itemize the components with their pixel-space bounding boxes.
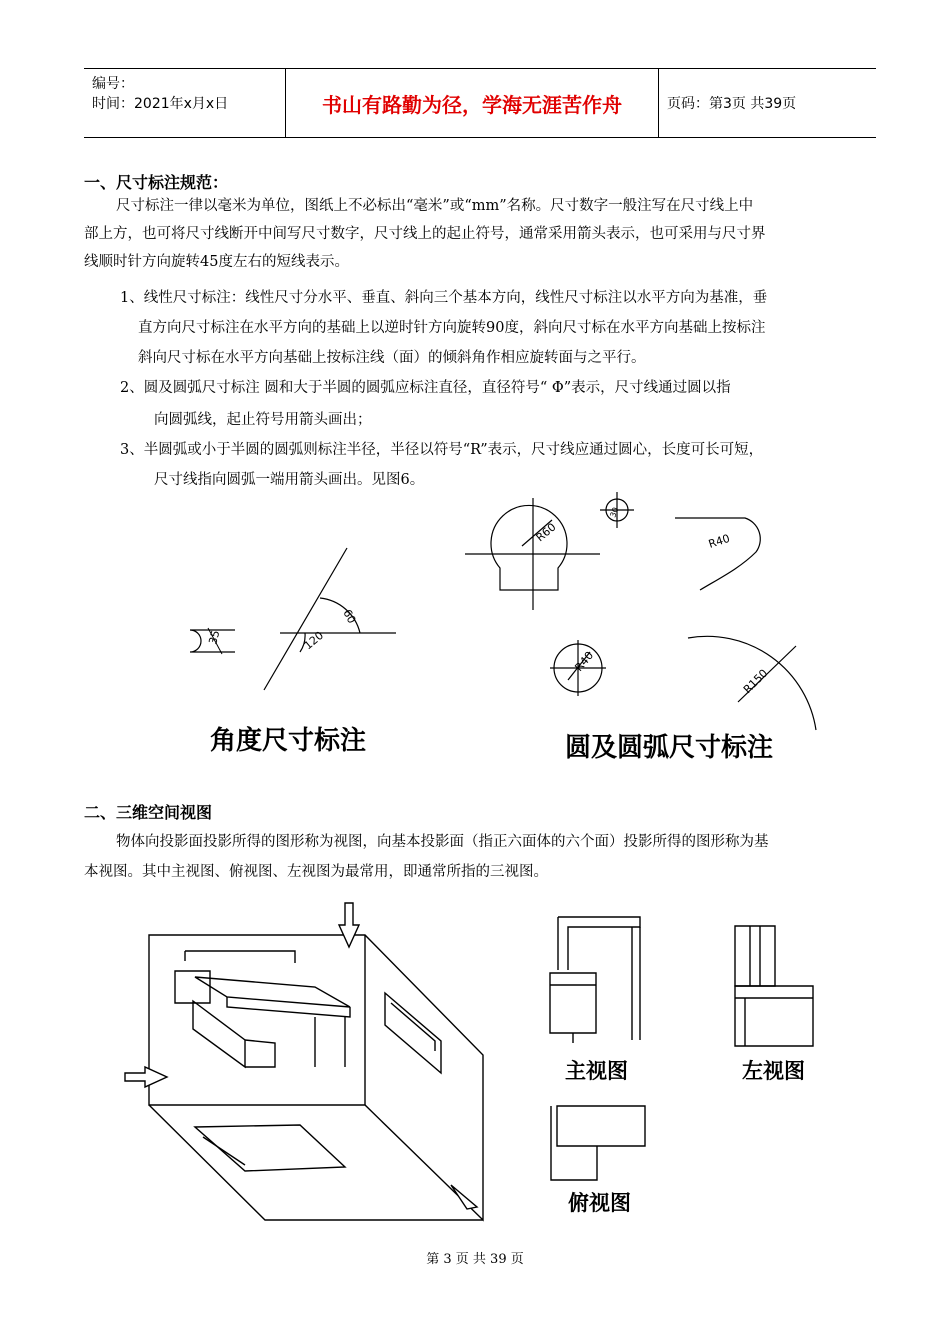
left-view-label: 左视图 bbox=[742, 1059, 805, 1083]
dim-small: 30 bbox=[608, 506, 621, 519]
top-view-drawing bbox=[545, 1100, 650, 1185]
top-view-label: 俯视图 bbox=[568, 1191, 631, 1215]
item2-line-2: 向圆弧线，起止符号用箭头画出； bbox=[154, 412, 372, 428]
header-motto: 书山有路勤为径，学海无涯苦作舟 bbox=[285, 69, 659, 137]
page-footer: 第 3 页 共 39 页 bbox=[426, 1252, 524, 1267]
item1-line-2: 直方向尺寸标注在水平方向的基础上以逆时针方向旋转90度，斜向尺寸标在水平方向基础上按标注 bbox=[138, 320, 766, 336]
section1-intro-2: 部上方，也可将尺寸线断开中间写尺寸数字，尺寸线上的起止符号，通常采用箭头表示，也可采用与尺寸界 bbox=[84, 226, 766, 242]
dim-r150: R150 bbox=[740, 666, 771, 697]
item3-line-2: 尺寸线指向圆弧一端用箭头画出。见图6。 bbox=[154, 472, 425, 488]
dim-r40-circle: R40 bbox=[572, 648, 597, 674]
left-view-drawing bbox=[725, 922, 825, 1052]
dim-r40-top: R40 bbox=[706, 531, 732, 551]
header-number: 编号： bbox=[92, 76, 134, 92]
item1-line-3: 斜向尺寸标在水平方向基础上按标注线（面）的倾斜角作相应旋转面与之平行。 bbox=[138, 350, 646, 366]
section2-title: 二、三维空间视图 bbox=[84, 803, 213, 822]
front-view-drawing bbox=[540, 915, 650, 1045]
angle-caption: 角度尺寸标注 bbox=[210, 726, 367, 756]
item3-line-1: 3、半圆弧或小于半圆的圆弧则标注半径，半径以符号“R”表示，尺寸线应通过圆心，长度可长可短， bbox=[120, 442, 764, 458]
section2-intro-2: 本视图。其中主视图、俯视图、左视图为最常用，即通常所指的三视图。 bbox=[84, 864, 548, 880]
section1-intro-3: 线顺时针方向旋转45度左右的短线表示。 bbox=[84, 254, 349, 270]
dim-120: 120 bbox=[301, 628, 327, 653]
header-info-cell bbox=[84, 69, 284, 137]
front-view-label: 主视图 bbox=[565, 1059, 628, 1083]
header-page: 页码：第3页 共39页 bbox=[667, 96, 797, 112]
section1-intro-1: 尺寸标注一律以毫米为单位，图纸上不必标出“毫米”或“mm”名称。尺寸数字一般注写在尺寸线上中 bbox=[116, 198, 754, 214]
dim-35: 35 bbox=[206, 628, 223, 646]
dim-60: 60 bbox=[340, 607, 359, 626]
item2-line-1: 2、圆及圆弧尺寸标注 圆和大于半圆的圆弧应标注直径，直径符号“ Φ”表示，尺寸线通过圆以指 bbox=[120, 380, 731, 396]
dim-r60: R60 bbox=[533, 520, 559, 545]
circle-caption: 圆及圆弧尺寸标注 bbox=[565, 733, 774, 763]
header-time: 时间：2021年x月x日 bbox=[92, 96, 229, 112]
page-header bbox=[84, 68, 876, 138]
three-d-room-figure bbox=[115, 895, 495, 1225]
item1-line-1: 1、线性尺寸标注：线性尺寸分水平、垂直、斜向三个基本方向，线性尺寸标注以水平方向为基准，垂 bbox=[120, 290, 768, 306]
section1-title: 一、尺寸标注规范： bbox=[84, 173, 229, 192]
section2-intro-1: 物体向投影面投影所得的图形称为视图，向基本投影面（指正六面体的六个面）投影所得的图形称为基 bbox=[116, 834, 769, 850]
